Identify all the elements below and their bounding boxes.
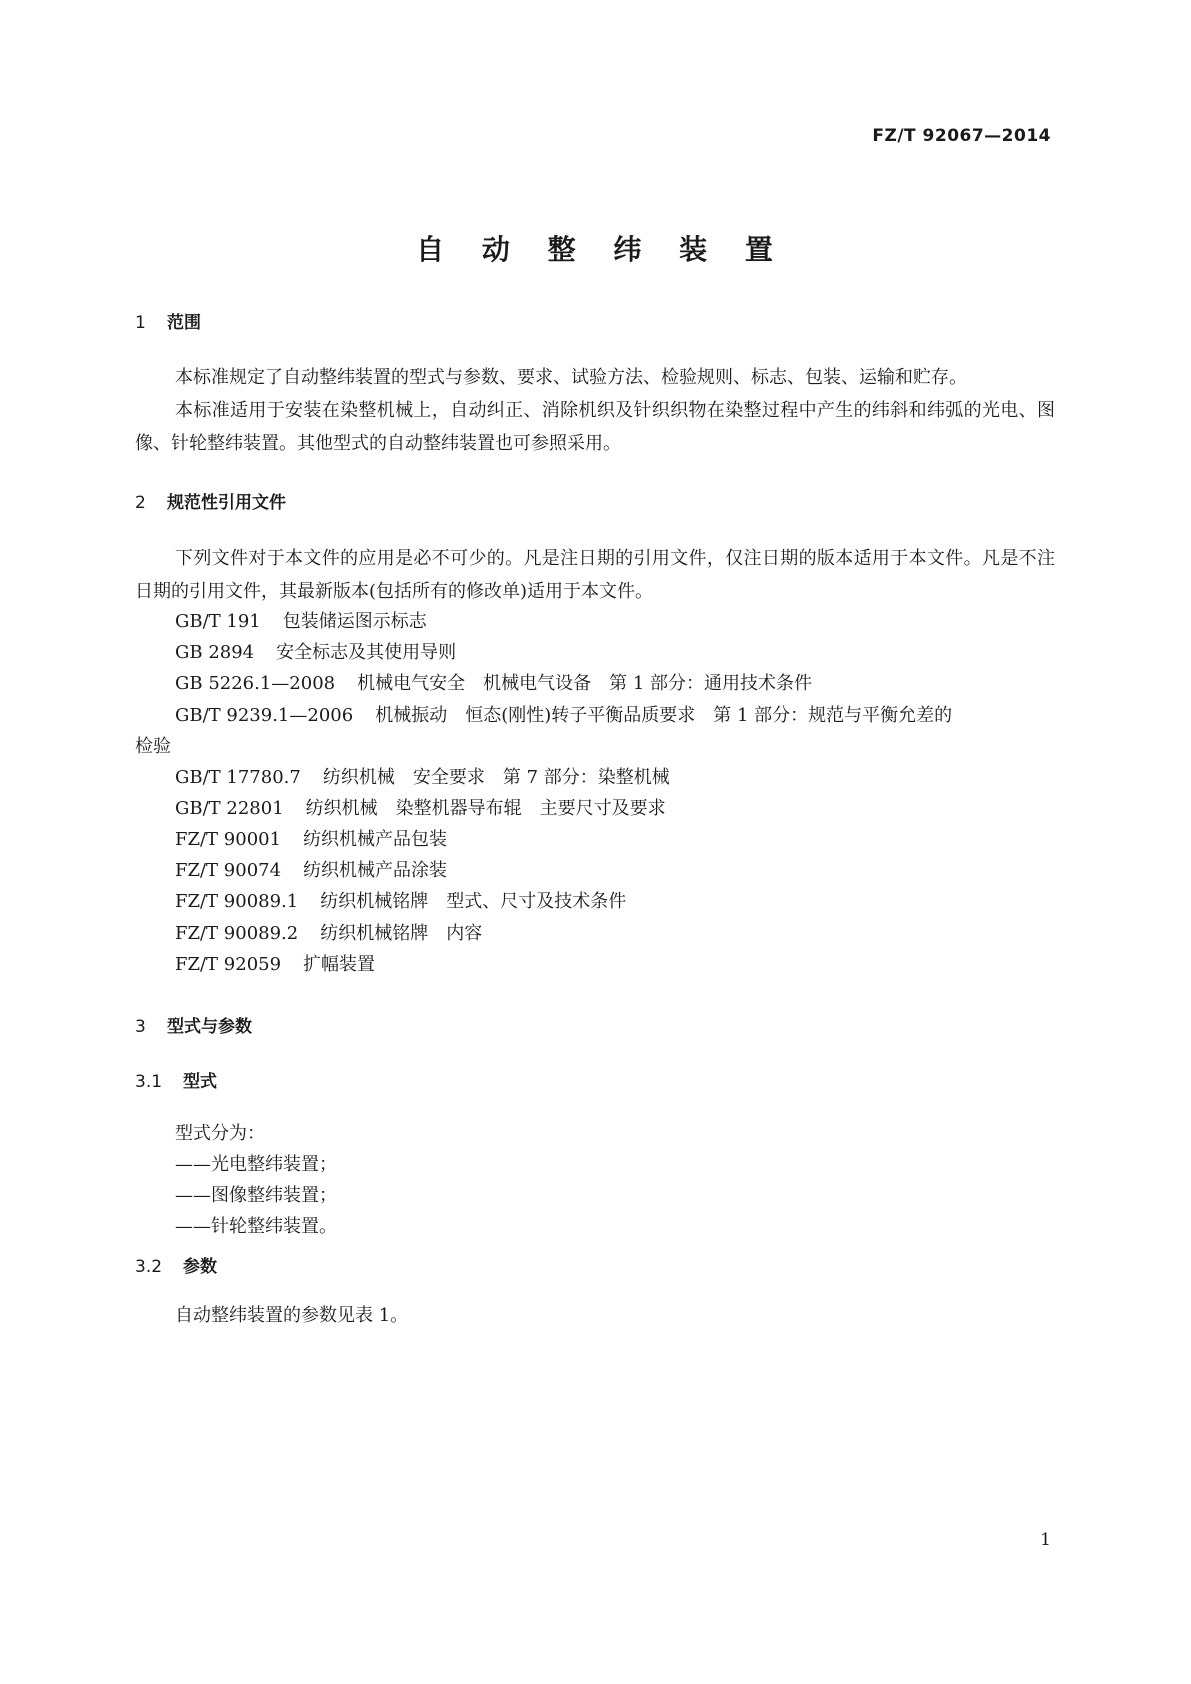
section-number: 1 (135, 313, 146, 333)
subsection-title: 型式 (183, 1072, 217, 1092)
reference-item (175, 761, 670, 794)
reference-code: FZ/T 90089.2 (175, 923, 299, 944)
section-1-heading (135, 308, 201, 333)
standard-code: FZ/T 92067—2014 (872, 126, 1051, 146)
reference-item (175, 667, 812, 700)
reference-item (175, 854, 447, 887)
section-title: 型式与参数 (167, 1017, 252, 1037)
type-list-item: ——针轮整纬装置。 (175, 1216, 337, 1237)
section-3-1-heading (135, 1067, 217, 1092)
reference-code: FZ/T 90074 (175, 860, 282, 881)
type-list-item: ——图像整纬装置； (175, 1185, 337, 1206)
type-list-item: ——光电整纬装置； (175, 1154, 337, 1175)
reference-item (175, 605, 427, 638)
reference-code: GB/T 9239.1—2006 (175, 705, 354, 726)
subsection-number: 3.2 (135, 1257, 163, 1277)
section-number: 2 (135, 493, 146, 513)
reference-title: 扩幅装置 (303, 954, 376, 975)
reference-code: GB/T 191 (175, 611, 261, 632)
subsection-number: 3.1 (135, 1072, 163, 1092)
section-3-2-heading (135, 1252, 217, 1277)
reference-title: 纺织机械 安全要求 第 7 部分：染整机械 (322, 767, 670, 788)
reference-code: GB 5226.1—2008 (175, 673, 336, 694)
reference-item (175, 917, 482, 950)
reference-code: FZ/T 90001 (175, 829, 282, 850)
reference-code: FZ/T 92059 (175, 954, 282, 975)
reference-code: GB/T 17780.7 (175, 767, 301, 788)
reference-title: 纺织机械产品涂装 (303, 860, 448, 881)
reference-item (175, 948, 375, 981)
reference-item (175, 823, 447, 856)
reference-item (175, 699, 952, 732)
reference-item (175, 792, 666, 825)
page-number: 1 (1040, 1530, 1051, 1550)
reference-title: 安全标志及其使用导则 (276, 642, 457, 663)
section-title: 范围 (167, 313, 201, 333)
reference-title: 机械电气安全 机械电气设备 第 1 部分：通用技术条件 (357, 673, 813, 694)
section-title: 规范性引用文件 (167, 493, 286, 513)
reference-title: 纺织机械产品包装 (303, 829, 448, 850)
parameter-text: 自动整纬装置的参数见表 1。 (175, 1305, 409, 1326)
reference-title: 纺织机械 染整机器导布辊 主要尺寸及要求 (305, 798, 666, 819)
reference-title: 机械振动 恒态(刚性)转子平衡品质要求 第 1 部分：规范与平衡允差的 (375, 705, 953, 726)
section-2-intro: 下列文件对于本文件的应用是必不可少的。凡是注日期的引用文件，仅注日期的版本适用于本文件。凡是不注日期的引用文件，其最新版本(包括所有的修改单)适用于本文件。 (135, 548, 1055, 602)
reference-title: 纺织机械铭牌 内容 (320, 923, 483, 944)
type-intro: 型式分为： (175, 1123, 265, 1144)
section-2-heading (135, 488, 286, 513)
reference-code: GB/T 22801 (175, 798, 284, 819)
section-number: 3 (135, 1017, 146, 1037)
reference-title: 包装储运图示标志 (282, 611, 427, 632)
reference-item (175, 636, 456, 669)
section-1-paragraph-2: 本标准适用于安装在染整机械上，自动纠正、消除机织及针织织物在染整过程中产生的纬斜和纬弧的光电、图像、针轮整纬装置。其他型式的自动整纬装置也可参照采用。 (135, 400, 1055, 454)
document-title: 自 动 整 纬 装 置 (416, 233, 787, 266)
reference-code: FZ/T 90089.1 (175, 891, 299, 912)
reference-continuation: 检验 (135, 736, 171, 757)
subsection-title: 参数 (183, 1257, 217, 1277)
reference-item (175, 885, 626, 918)
section-1-paragraph-1: 本标准规定了自动整纬装置的型式与参数、要求、试验方法、检验规则、标志、包装、运输和贮存。 (175, 367, 967, 388)
reference-code: GB 2894 (175, 642, 255, 663)
reference-title: 纺织机械铭牌 型式、尺寸及技术条件 (320, 891, 627, 912)
section-3-heading (135, 1012, 252, 1037)
